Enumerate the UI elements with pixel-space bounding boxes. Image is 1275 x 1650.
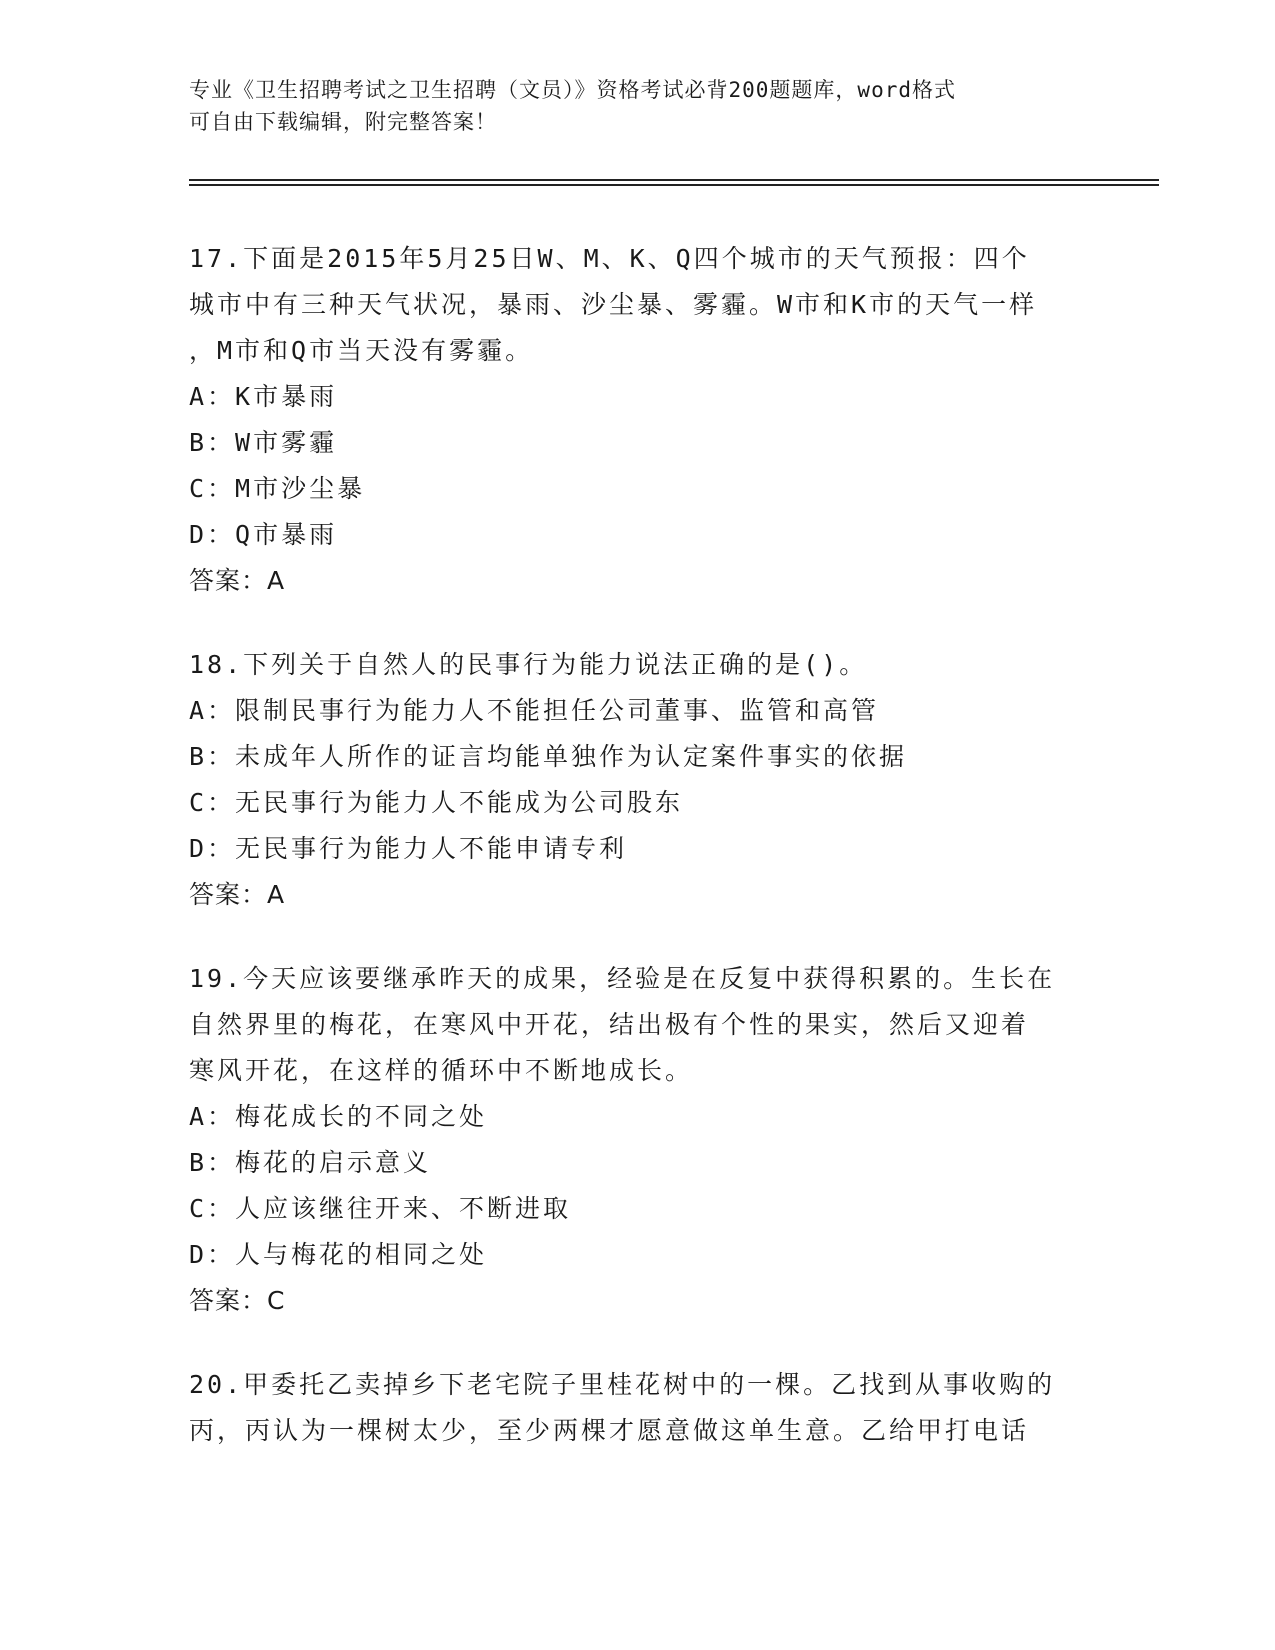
header-divider-top <box>189 179 1159 181</box>
option-d: D：人与梅花的相同之处 <box>189 1240 488 1269</box>
question-stem-line: 城市中有三种天气状况，暴雨、沙尘暴、雾霾。W市和K市的天气一样 <box>189 290 1038 319</box>
question-19 <box>189 956 1089 1324</box>
header-line-2: 可自由下载编辑，附完整答案！ <box>189 110 497 134</box>
option-c: C：人应该继往开来、不断进取 <box>189 1194 572 1223</box>
question-20 <box>189 1362 1089 1454</box>
option-a: A：限制民事行为能力人不能担任公司董事、监管和高管 <box>189 696 880 725</box>
question-stem-line: 17.下面是2015年5月25日W、M、K、Q四个城市的天气预报：四个 <box>189 244 1030 273</box>
answer-line: 答案：A <box>189 880 286 909</box>
question-stem-line: 丙，丙认为一棵树太少，至少两棵才愿意做这单生意。乙给甲打电话 <box>189 1416 1030 1445</box>
option-d: D：无民事行为能力人不能申请专利 <box>189 834 628 863</box>
option-c: C：无民事行为能力人不能成为公司股东 <box>189 788 684 817</box>
question-spacer <box>189 1324 1089 1362</box>
option-a: A：K市暴雨 <box>189 382 338 411</box>
question-list <box>189 236 1089 1454</box>
header-divider-bottom <box>189 184 1159 186</box>
question-18 <box>189 642 1089 918</box>
header-line-1: 专业《卫生招聘考试之卫生招聘（文员）》资格考试必背200题题库，word格式 <box>189 78 956 102</box>
question-stem-line: ，M市和Q市当天没有雾霾。 <box>189 336 534 365</box>
question-stem-line: 19.今天应该要继承昨天的成果，经验是在反复中获得积累的。生长在 <box>189 964 1056 993</box>
option-c: C：M市沙尘暴 <box>189 474 366 503</box>
option-b: B：未成年人所作的证言均能单独作为认定案件事实的依据 <box>189 742 908 771</box>
document-header <box>189 74 1069 138</box>
question-17 <box>189 236 1089 604</box>
option-b: B：梅花的启示意义 <box>189 1148 432 1177</box>
answer-line: 答案：C <box>189 1286 286 1315</box>
question-stem-line: 自然界里的梅花，在寒风中开花，结出极有个性的果实，然后又迎着 <box>189 1010 1030 1039</box>
question-stem-line: 18.下列关于自然人的民事行为能力说法正确的是()。 <box>189 650 868 679</box>
option-b: B：W市雾霾 <box>189 428 338 457</box>
question-spacer <box>189 918 1089 956</box>
answer-line: 答案：A <box>189 566 286 595</box>
question-spacer <box>189 604 1089 642</box>
question-stem-line: 20.甲委托乙卖掉乡下老宅院子里桂花树中的一棵。乙找到从事收购的 <box>189 1370 1056 1399</box>
option-a: A：梅花成长的不同之处 <box>189 1102 488 1131</box>
question-stem-line: 寒风开花，在这样的循环中不断地成长。 <box>189 1056 694 1085</box>
option-d: D：Q市暴雨 <box>189 520 338 549</box>
